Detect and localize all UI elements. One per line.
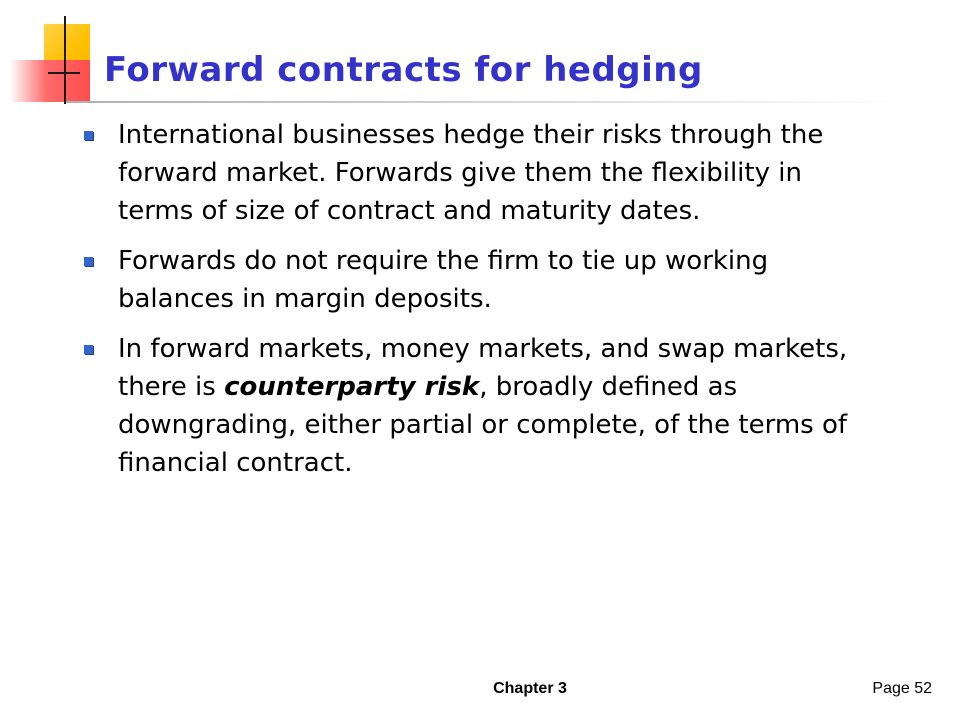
title-underline (66, 101, 906, 103)
square-bullet-icon (84, 131, 93, 140)
ornament-vertical-line (64, 16, 66, 104)
bullet-list (80, 116, 880, 494)
ornament-red-bar (10, 60, 90, 102)
bullet-item (80, 242, 880, 318)
ornament-horizontal-line (48, 72, 80, 74)
bullet-item (80, 330, 880, 482)
bullet-item (80, 116, 880, 230)
bullet-text-before: In forward markets, money markets, and swap markets, there is (118, 334, 848, 402)
bullet-text: Forwards do not require the firm to tie up working balances in margin deposits. (118, 246, 769, 314)
square-bullet-icon (84, 257, 93, 266)
square-bullet-icon (84, 345, 93, 354)
bullet-text: International businesses hedge their risks through the forward market. Forwards give them the flexibility in terms of size of contract and maturity dates. (118, 120, 824, 226)
emphasized-term: counterparty risk (224, 372, 480, 402)
bullet-text-after: , broadly defined as downgrading, either partial or complete, of the terms of financial contract. (118, 372, 848, 478)
footer-page-number: Page 52 (872, 680, 932, 697)
slide-title: Forward contracts for hedging (104, 50, 703, 90)
footer-chapter: Chapter 3 (493, 680, 567, 697)
